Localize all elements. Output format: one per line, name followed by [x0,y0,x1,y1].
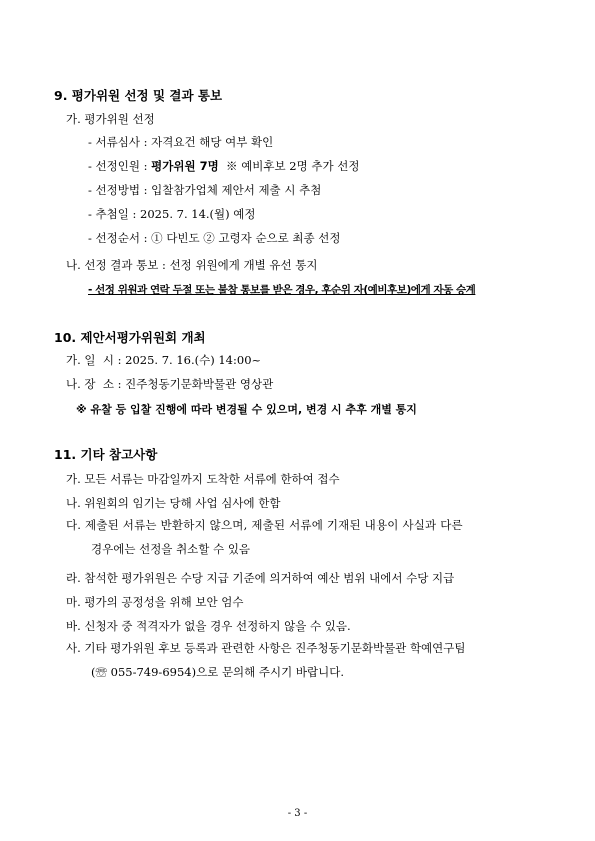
sec11-da-line2: 경우에는 선정을 취소할 수 있음 [91,541,251,556]
sel-suffix: ※ 예비후보 2명 추가 선정 [218,159,360,173]
sec11-sa-line2: (☏ 055-749-6954)으로 문의해 주시기 바랍니다. [91,664,344,679]
sec11-sa-line1: 사. 기타 평가위원 후보 등록과 관련한 사항은 진주청동기문화박물관 학예연구팀 [66,641,466,655]
sec9-item-selection-count [88,158,359,174]
sec11-da [66,514,546,561]
sec10-notice: ※ 유찰 등 입찰 진행에 따라 변경될 수 있으며, 변경 시 추후 개별 통지 [76,403,417,416]
sec11-ma: 마. 평가의 공정성을 위해 보안 엄수 [66,595,244,609]
sec9-item-draw-date: - 추첨일 : 2025. 7. 14.(월) 예정 [88,207,256,221]
section-11-title: 11. 기타 참고사항 [54,447,158,462]
page-number: - 3 - [287,808,308,819]
sec9-item-order: - 선정순서 : ① 다빈도 ② 고령자 순으로 최종 선정 [88,231,341,245]
sec9-item-method: - 선정방법 : 입찰참가업체 제안서 제출 시 추첨 [88,183,322,197]
sec11-ba: 바. 신청자 중 적격자가 없을 경우 선정하지 않을 수 있음. [66,619,351,633]
sec9-na-note: - 선정 위원과 연락 두절 또는 불참 통보를 받은 경우, 후순위 자(예비후보)에게 자동 승계 [88,284,476,296]
sel-bold: 평가위원 7명 [151,159,219,173]
sec9-ga: 가. 평가위원 선정 [66,112,155,126]
section-9-title: 9. 평가위원 선정 및 결과 통보 [54,88,223,103]
sec9-item-doc-review: - 서류심사 : 자격요건 해당 여부 확인 [88,135,274,149]
sec11-ga: 가. 모든 서류는 마감일까지 도착한 서류에 한하여 접수 [66,472,340,486]
sec11-na: 나. 위원회의 임기는 당해 사업 심사에 한함 [66,496,281,510]
section-10-title: 10. 제안서평가위원회 개최 [54,330,206,345]
sec11-ra: 라. 참석한 평가위원은 수당 지급 기준에 의거하여 예산 범위 내에서 수당 지급 [66,571,455,585]
sec9-na: 나. 선정 결과 통보 : 선정 위원에게 개별 유선 통지 [66,258,318,272]
sec11-da-line1: 다. 제출된 서류는 반환하지 않으며, 제출된 서류에 기재된 내용이 사실과 다른 [66,518,463,532]
sec11-sa [66,637,546,684]
sec10-date: 가. 일 시 : 2025. 7. 16.(수) 14:00~ [66,353,262,367]
sel-prefix: - 선정인원 : [88,159,152,173]
sec10-place: 나. 장 소 : 진주청동기문화박물관 영상관 [66,377,274,391]
